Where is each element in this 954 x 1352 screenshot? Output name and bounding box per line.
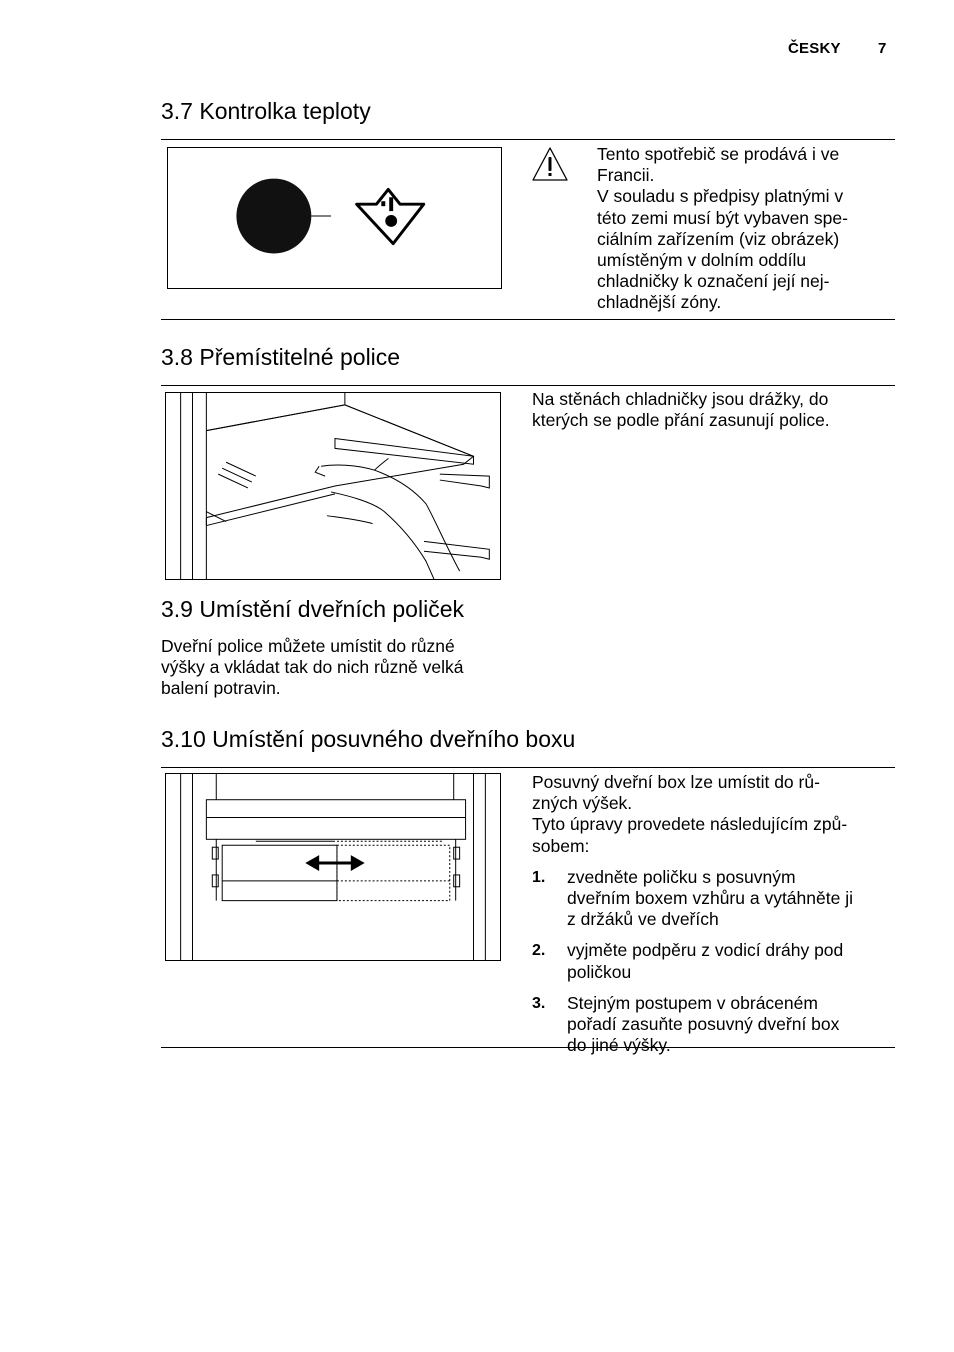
section-heading-3-9 (161, 595, 464, 623)
section-heading-3-8 (161, 343, 400, 371)
text-line: Dveřní police můžete umístit do různé (161, 636, 455, 656)
temperature-indicator-figure (167, 147, 502, 289)
section-3-9-text (161, 636, 521, 700)
text-line: balení potravin. (161, 678, 281, 699)
text-line: Francii. (597, 165, 655, 186)
text-line: výšky a vkládat tak do nich různě velká (161, 657, 464, 678)
section-number: 3.7 (161, 98, 193, 124)
section-top-rule (161, 767, 895, 768)
text-line: umístěným v dolním oddílu (597, 250, 807, 271)
step-line: vyjměte podpěru z vodicí dráhy pod (567, 940, 844, 961)
text-line: sobem: (532, 835, 590, 856)
sliding-door-box-figure (165, 773, 501, 961)
step-number: 2. (532, 942, 546, 960)
section-number: 3.9 (161, 596, 193, 622)
section-title: Umístění dveřních poliček (199, 596, 464, 622)
section-3-10-text (532, 772, 894, 1066)
sliding-box-illustration (166, 774, 500, 960)
text-line: Tento spotřebič se prodává i ve (597, 144, 840, 164)
text-line: V souladu s předpisy platnými v (597, 186, 844, 207)
step-number: 1. (532, 868, 546, 886)
section-title: Přemístitelné police (199, 344, 401, 370)
section-3-8-text (532, 389, 892, 431)
section-number: 3.8 (161, 344, 193, 370)
step-line: do jiné výšky. (567, 1035, 671, 1056)
text-line: Na stěnách chladničky jsou drážky, do (532, 389, 829, 409)
section-title: Umístění posuvného dveřního boxu (212, 726, 576, 752)
steps-list (532, 867, 894, 1057)
text-line: této zemi musí být vybaven spe- (597, 207, 848, 228)
step-line: poličkou (567, 961, 632, 982)
shelf-insertion-illustration (166, 393, 500, 579)
language-label: ČESKY (788, 40, 841, 57)
step-number: 3. (532, 994, 546, 1012)
text-line: Posuvný dveřní box lze umístit do rů- (532, 772, 820, 792)
section-title: Kontrolka teploty (199, 98, 371, 124)
step-line: Stejným postupem v obráceném (567, 992, 818, 1013)
section-number: 3.10 (161, 726, 206, 752)
step-line: pořadí zasuňte posuvný dveřní box (567, 1014, 840, 1035)
section-top-rule (161, 139, 895, 140)
temperature-indicator-illustration (168, 148, 501, 288)
section-bottom-rule (161, 1047, 895, 1048)
step-line: dveřním boxem vzhůru a vytáhněte ji (567, 888, 853, 909)
text-line: chladničky k označení její nej- (597, 271, 830, 292)
text-line: kterých se podle přání zasunují police. (532, 410, 830, 431)
page-number: 7 (878, 40, 887, 57)
step-line: zvedněte poličku s posuvným (567, 866, 796, 887)
text-line: zných výšek. (532, 793, 633, 814)
text-line: chladnější zóny. (597, 292, 722, 313)
movable-shelves-figure (165, 392, 501, 580)
step-line: z držáků ve dveřích (567, 909, 719, 930)
section-heading-3-7 (161, 97, 371, 125)
section-top-rule (161, 385, 895, 386)
section-heading-3-10 (161, 725, 575, 753)
list-item (532, 867, 894, 931)
section-3-7-text (597, 144, 897, 314)
text-line: Tyto úpravy provedete následujícím způ- (532, 814, 848, 835)
list-item (532, 940, 894, 982)
section-bottom-rule (161, 319, 895, 320)
warning-triangle-icon (531, 146, 569, 182)
text-line: ciálním zařízením (viz obrázek) (597, 228, 840, 249)
